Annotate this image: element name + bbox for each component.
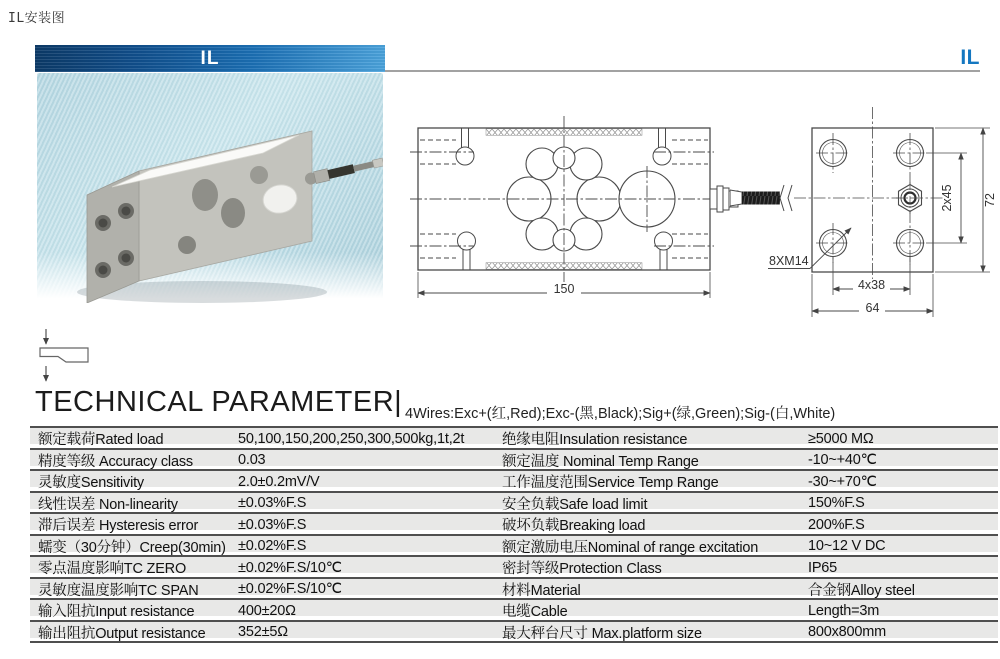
param-value-right: 200%F.S — [808, 516, 865, 533]
table-row — [30, 426, 998, 448]
table-row — [30, 555, 998, 577]
param-label-left: 输出阻抗Output resistance — [38, 625, 206, 642]
table-row — [30, 469, 998, 491]
model-banner — [35, 45, 385, 72]
cable — [304, 156, 383, 186]
table-row — [30, 512, 998, 534]
param-value-left: ±0.03%F.S — [238, 495, 307, 511]
param-label-left: 输入阻抗Input resistance — [38, 604, 195, 620]
param-value-left: 50,100,150,200,250,300,500kg,1t,2t — [238, 430, 465, 447]
param-label-left: 精度等级 Accuracy class — [38, 453, 193, 470]
table-row — [30, 534, 998, 556]
param-value-left: 2.0±0.2mV/V — [238, 473, 320, 490]
dim-length-label: 150 — [553, 282, 575, 296]
param-label-right: 密封等级Protection Class — [502, 561, 662, 577]
param-label-right: 绝缘电阻Insulation resistance — [502, 432, 688, 448]
model-label-right: IL — [960, 46, 980, 69]
param-value-right: 合金钢Alloy steel — [808, 582, 915, 599]
side-view-drawing — [408, 108, 740, 320]
parameter-table — [30, 426, 998, 643]
table-row — [30, 491, 998, 513]
load-direction-diagram — [30, 322, 100, 388]
table-row — [30, 620, 998, 642]
section-title: TECHNICAL PARAMETER| — [35, 386, 403, 418]
dim-hole-spacing-v-label: 2x45 — [940, 184, 954, 212]
param-value-left: ±0.02%F.S/10℃ — [238, 581, 342, 597]
dim-height-label: 72 — [983, 193, 997, 207]
table-row — [30, 448, 998, 470]
param-label-right: 材料Material — [502, 582, 581, 599]
param-value-right: -10~+40℃ — [808, 452, 877, 468]
end-view-drawing — [730, 105, 1000, 320]
param-label-right: 电缆Cable — [502, 604, 568, 620]
param-label-right: 额定激励电压Nominal of range excitation — [502, 539, 759, 556]
param-value-right: 150%F.S — [808, 495, 865, 511]
param-label-right: 最大秤台尺寸 Max.platform size — [502, 625, 702, 642]
table-row — [30, 577, 998, 599]
param-label-left: 灵敏度Sensitivity — [38, 475, 144, 491]
model-banner-title: IL — [200, 47, 220, 69]
param-label-right: 破坏负载Breaking load — [502, 518, 646, 534]
param-label-left: 蠕变（30分钟）Creep(30min) — [38, 539, 226, 556]
load-cell-photo-illustration — [37, 73, 383, 303]
wiring-note: 4Wires:Exc+(红,Red);Exc-(黑,Black);Sig+(绿,Green);Sig-(白,White) — [405, 406, 836, 422]
table-row — [30, 598, 998, 620]
param-label-right: 安全负载Safe load limit — [502, 496, 648, 513]
param-label-right: 额定温度 Nominal Temp Range — [502, 453, 699, 470]
param-label-left: 滞后误差 Hysteresis error — [38, 518, 199, 534]
param-value-left: 0.03 — [238, 452, 266, 468]
param-label-left: 零点温度影响TC ZERO — [38, 561, 187, 577]
param-value-right: -30~+70℃ — [808, 473, 877, 490]
thread-callout-label: 8XM14 — [769, 254, 809, 268]
param-value-left: ±0.03%F.S — [238, 516, 307, 533]
dim-hole-spacing-h-label: 4x38 — [857, 278, 886, 292]
param-label-right: 工作温度范围Service Temp Range — [502, 475, 719, 491]
param-value-left: ±0.02%F.S/10℃ — [238, 559, 342, 576]
header-divider-line — [385, 70, 980, 72]
param-value-right: ≥5000 MΩ — [808, 430, 874, 447]
param-value-left: ±0.02%F.S — [238, 538, 307, 554]
param-label-left: 线性误差 Non-linearity — [38, 496, 178, 513]
page-title: IL安装图 — [8, 11, 66, 26]
param-value-left: 352±5Ω — [238, 624, 288, 640]
param-value-right: Length=3m — [808, 602, 880, 619]
param-label-left: 额定载荷Rated load — [38, 432, 164, 448]
param-value-right: 10~12 V DC — [808, 538, 886, 554]
param-label-left: 灵敏度温度影响TC SPAN — [38, 582, 199, 599]
dim-width-label: 64 — [865, 301, 880, 315]
param-value-right: 800x800mm — [808, 624, 886, 640]
product-photo — [37, 73, 383, 303]
param-value-right: IP65 — [808, 559, 838, 576]
param-value-left: 400±20Ω — [238, 602, 296, 619]
